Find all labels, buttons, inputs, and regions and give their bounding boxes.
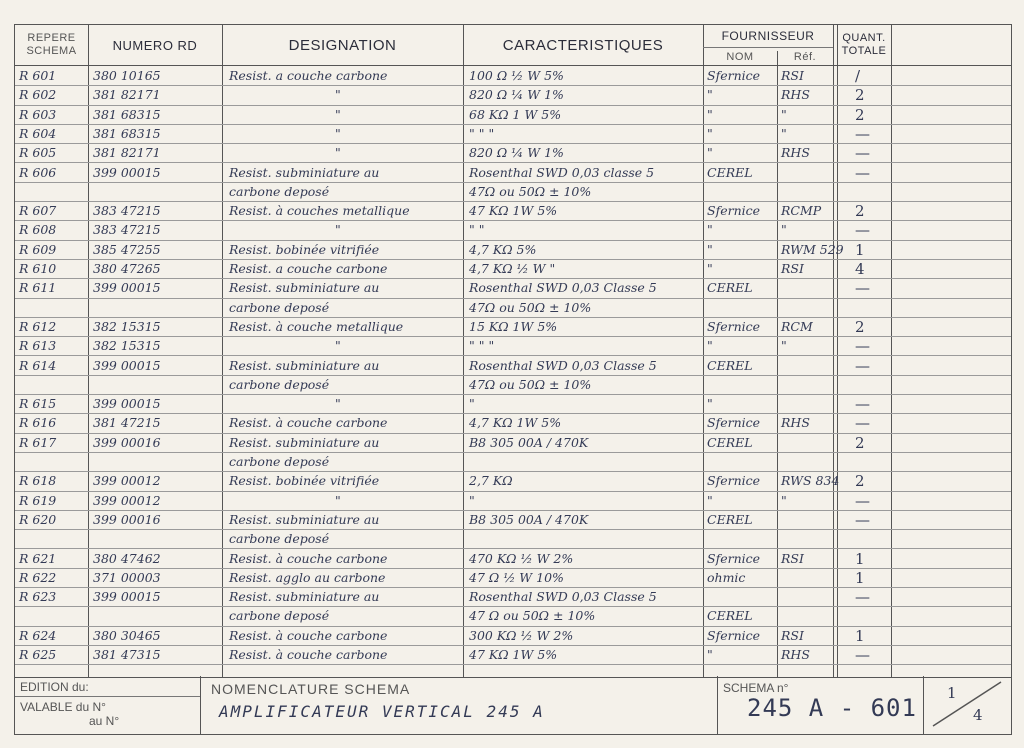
repere-cell: R 609 — [19, 241, 57, 257]
table-row — [15, 375, 1011, 395]
caracteristiques-cell: 820 Ω ¼ W 1% — [469, 87, 564, 103]
schema-number-label: SCHEMA n° — [723, 681, 789, 695]
fournisseur-ref-cell: " — [781, 492, 787, 508]
designation-cell: Resist. agglo au carbone — [229, 569, 386, 585]
caracteristiques-cell: B8 305 00A / 470K — [469, 434, 589, 450]
caracteristiques-cell: Rosenthal SWD 0,03 Classe 5 — [469, 280, 657, 296]
numero-cell: 383 47215 — [93, 222, 161, 238]
table-row — [15, 163, 1011, 183]
designation-cell: Resist. à couche carbone — [229, 627, 388, 643]
table-row — [15, 336, 1011, 356]
caracteristiques-cell: 300 KΩ ½ W 2% — [469, 627, 574, 643]
table-row — [15, 66, 1011, 86]
designation-cell: Resist. à couches metallique — [229, 203, 410, 219]
caracteristiques-cell: B8 305 00A / 470K — [469, 511, 589, 527]
fournisseur-ref-cell: RSI — [781, 261, 804, 276]
quantity-cell: 1 — [855, 240, 865, 259]
repere-cell: R 614 — [19, 357, 57, 373]
designation-cell: " — [335, 492, 341, 508]
fournisseur-nom-cell: " — [707, 241, 713, 257]
fournisseur-nom-cell: " — [707, 222, 713, 238]
fournisseur-nom-cell: Sfernice — [707, 550, 761, 566]
designation-cell: carbone deposé — [229, 376, 330, 392]
caracteristiques-cell: 47Ω ou 50Ω ± 10% — [469, 376, 592, 392]
designation-cell: Resist. subminiature au — [229, 511, 380, 527]
au-label: au N° — [89, 714, 120, 728]
designation-cell: " — [335, 106, 341, 122]
numero-cell: 385 47255 — [93, 241, 161, 257]
caracteristiques-cell: 100 Ω ½ W 5% — [469, 68, 564, 83]
repere-cell: R 621 — [19, 550, 57, 566]
table-row — [15, 413, 1011, 433]
caracteristiques-cell: 47 Ω ½ W 10% — [469, 569, 564, 585]
header-caracteristiques: CARACTERISTIQUES — [502, 36, 664, 54]
fournisseur-ref-cell: RCM — [781, 318, 813, 334]
designation-cell: carbone deposé — [229, 183, 330, 199]
numero-cell: 381 68315 — [93, 125, 161, 141]
caracteristiques-cell: " " — [469, 222, 485, 238]
caracteristiques-cell: 47 Ω ou 50Ω ± 10% — [469, 608, 596, 624]
designation-cell: Resist. bobinée vitrifiée — [229, 241, 380, 257]
repere-cell: R 607 — [19, 203, 57, 219]
numero-cell: 380 10165 — [93, 68, 161, 83]
designation-cell: Resist. à couche carbone — [229, 415, 388, 431]
table-row — [15, 201, 1011, 221]
designation-cell: Resist. à couche metallique — [229, 318, 404, 334]
fournisseur-ref-cell: " — [781, 106, 787, 122]
repere-cell: R 625 — [19, 647, 57, 662]
quantity-cell: — — [855, 144, 870, 163]
fournisseur-nom-cell: CEREL — [707, 164, 753, 180]
page-divider-slash — [929, 678, 1005, 730]
designation-cell: Resist. à couche carbone — [229, 550, 388, 566]
repere-cell: R 604 — [19, 125, 57, 141]
fournisseur-nom-cell: " — [707, 396, 713, 412]
fournisseur-nom-cell: CEREL — [707, 280, 753, 296]
table-row — [15, 452, 1011, 472]
fournisseur-nom-cell: " — [707, 492, 713, 508]
quantity-cell: — — [855, 491, 870, 510]
fournisseur-nom-cell: Sfernice — [707, 68, 761, 83]
repere-cell: R 624 — [19, 627, 57, 643]
header-repere: REPERE SCHEMA — [26, 32, 77, 57]
repere-cell: R 620 — [19, 511, 57, 527]
quantity-cell: 2 — [855, 202, 865, 221]
quantity-cell: — — [855, 414, 870, 433]
fournisseur-nom-cell: Sfernice — [707, 203, 761, 219]
fournisseur-ref-cell: RHS — [781, 647, 810, 662]
designation-cell: Resist. subminiature au — [229, 434, 380, 450]
designation-cell: Resist. subminiature au — [229, 280, 380, 296]
table-row — [15, 317, 1011, 337]
numero-cell: 399 00015 — [93, 396, 161, 412]
table-row — [15, 105, 1011, 125]
fournisseur-nom-cell: CEREL — [707, 357, 753, 373]
repere-cell: R 615 — [19, 396, 57, 412]
fournisseur-ref-cell: " — [781, 125, 787, 141]
fournisseur-ref-cell: RSI — [781, 68, 804, 83]
designation-cell: " — [335, 396, 341, 412]
quantity-cell: 1 — [855, 549, 865, 568]
fournisseur-nom-cell: " — [707, 106, 713, 122]
repere-cell: R 601 — [19, 68, 57, 83]
table-header — [15, 25, 1011, 66]
quantity-cell: — — [855, 356, 870, 375]
fournisseur-nom-cell: Sfernice — [707, 627, 761, 643]
repere-cell: R 606 — [19, 164, 57, 180]
quantity-cell: — — [855, 646, 870, 664]
quantity-cell: 2 — [855, 105, 865, 124]
quantity-cell: 2 — [855, 433, 865, 452]
table-row — [15, 278, 1011, 298]
quantity-cell: — — [855, 279, 870, 298]
nomenclature-label: NOMENCLATURE SCHEMA — [211, 681, 411, 697]
caracteristiques-cell: Rosenthal SWD 0,03 Classe 5 — [469, 589, 657, 605]
designation-cell: carbone deposé — [229, 531, 330, 547]
table-row — [15, 626, 1011, 646]
page-number: 1 — [947, 684, 957, 702]
table-row — [15, 182, 1011, 202]
table-row — [15, 645, 1011, 665]
repere-cell: R 622 — [19, 569, 57, 585]
quantity-cell: — — [855, 510, 870, 529]
fournisseur-ref-cell: RWM 529 — [781, 241, 844, 257]
fournisseur-ref-cell: " — [781, 222, 787, 238]
fournisseur-nom-cell: " — [707, 125, 713, 141]
valable-label: VALABLE du N° — [20, 700, 106, 714]
quantity-cell: — — [855, 124, 870, 143]
numero-cell: 399 00016 — [93, 511, 161, 527]
fournisseur-ref-cell: RWS 834 — [781, 473, 840, 489]
fournisseur-ref-cell: RSI — [781, 627, 804, 643]
header-ref: Réf. — [793, 50, 817, 63]
footer-divider — [717, 676, 718, 734]
table-row — [15, 143, 1011, 163]
table-row — [15, 85, 1011, 105]
numero-cell: 399 00015 — [93, 589, 161, 605]
designation-cell: Resist. a couche carbone — [229, 68, 388, 83]
fournisseur-nom-cell: " — [707, 87, 713, 103]
header-numero: NUMERO RD — [112, 37, 198, 53]
caracteristiques-cell: " — [469, 396, 475, 412]
table-row — [15, 549, 1011, 569]
numero-cell: 371 00003 — [93, 569, 161, 585]
numero-cell: 382 15315 — [93, 338, 161, 354]
table-row — [15, 356, 1011, 376]
numero-cell: 399 00015 — [93, 164, 161, 180]
designation-cell: carbone deposé — [229, 299, 330, 315]
caracteristiques-cell: 820 Ω ¼ W 1% — [469, 145, 564, 161]
header-designation: DESIGNATION — [288, 36, 397, 54]
numero-cell: 383 47215 — [93, 203, 161, 219]
caracteristiques-cell: 4,7 KΩ 1W 5% — [469, 415, 562, 431]
table-row — [15, 298, 1011, 318]
caracteristiques-cell: 4,7 KΩ ½ W " — [469, 261, 556, 276]
fournisseur-ref-cell: RHS — [781, 415, 810, 431]
table-row — [15, 568, 1011, 588]
caracteristiques-cell: 2,7 KΩ — [469, 473, 513, 489]
header-quant: QUANT. TOTALE — [841, 32, 887, 57]
caracteristiques-cell: 470 KΩ ½ W 2% — [469, 550, 574, 566]
caracteristiques-cell: " — [469, 492, 475, 508]
quantity-cell: — — [855, 337, 870, 356]
quantity-cell: 1 — [855, 568, 865, 587]
quantity-cell: — — [855, 163, 870, 182]
table-row — [15, 240, 1011, 260]
table-row — [15, 510, 1011, 530]
schema-title: AMPLIFICATEUR VERTICAL 245 A — [219, 702, 545, 721]
numero-cell: 399 00012 — [93, 492, 161, 508]
caracteristiques-cell: 15 KΩ 1W 5% — [469, 318, 558, 334]
designation-cell: " — [335, 338, 341, 354]
repere-cell: R 619 — [19, 492, 57, 508]
caracteristiques-cell: Rosenthal SWD 0,03 Classe 5 — [469, 357, 657, 373]
quantity-cell: 1 — [855, 626, 865, 645]
numero-cell: 380 47265 — [93, 261, 161, 276]
fournisseur-ref-cell: RHS — [781, 87, 810, 103]
caracteristiques-cell: 47 KΩ 1W 5% — [469, 647, 558, 662]
title-block — [14, 676, 1012, 735]
table-row — [15, 491, 1011, 511]
table-row — [15, 220, 1011, 240]
quantity-cell: — — [855, 588, 870, 607]
repere-cell: R 603 — [19, 106, 57, 122]
numero-cell: 380 30465 — [93, 627, 161, 643]
fournisseur-ref-cell: RSI — [781, 550, 804, 566]
fournisseur-nom-cell: ohmic — [707, 569, 746, 585]
quantity-cell: 2 — [855, 317, 865, 336]
table-row — [15, 587, 1011, 607]
designation-cell: carbone deposé — [229, 454, 330, 469]
fournisseur-nom-cell: CEREL — [707, 434, 753, 450]
quantity-cell: 2 — [855, 86, 865, 105]
schema-number: 245 A - 601 — [747, 694, 917, 722]
quantity-cell: — — [855, 395, 870, 414]
fournisseur-nom-cell: " — [707, 338, 713, 354]
designation-cell: Resist. subminiature au — [229, 357, 380, 373]
table-row — [15, 529, 1011, 549]
designation-cell: carbone deposé — [229, 608, 330, 624]
numero-cell: 381 47315 — [93, 647, 161, 662]
fournisseur-nom-cell: " — [707, 261, 713, 276]
caracteristiques-cell: 68 KΩ 1 W 5% — [469, 106, 562, 122]
repere-cell: R 611 — [19, 280, 57, 296]
numero-cell: 399 00015 — [93, 357, 161, 373]
designation-cell: Resist. bobinée vitrifiée — [229, 473, 380, 489]
caracteristiques-cell: 47 KΩ 1W 5% — [469, 203, 558, 219]
repere-cell: R 616 — [19, 415, 57, 431]
numero-cell: 381 82171 — [93, 87, 161, 103]
caracteristiques-cell: 47Ω ou 50Ω ± 10% — [469, 183, 592, 199]
footer-divider — [200, 676, 201, 734]
repere-cell: R 618 — [19, 473, 57, 489]
repere-cell: R 617 — [19, 434, 57, 450]
fournisseur-nom-cell: " — [707, 145, 713, 161]
table-row — [15, 394, 1011, 414]
repere-cell: R 613 — [19, 338, 57, 354]
designation-cell: Resist. subminiature au — [229, 164, 380, 180]
parts-list-table — [14, 24, 1012, 678]
designation-cell: Resist. à couche carbone — [229, 647, 388, 662]
designation-cell: Resist. subminiature au — [229, 589, 380, 605]
caracteristiques-cell: 4,7 KΩ 5% — [469, 241, 537, 257]
quantity-cell: / — [855, 67, 861, 85]
header-fournisseur: FOURNISSEUR — [703, 25, 833, 48]
fournisseur-ref-cell: RHS — [781, 145, 810, 161]
quantity-cell: — — [855, 221, 870, 240]
caracteristiques-cell: " " " — [469, 125, 495, 141]
numero-cell: 381 47215 — [93, 415, 161, 431]
designation-cell: " — [335, 222, 341, 238]
table-row — [15, 433, 1011, 453]
designation-cell: " — [335, 145, 341, 161]
repere-cell: R 610 — [19, 261, 57, 276]
numero-cell: 399 00012 — [93, 473, 161, 489]
table-row — [15, 259, 1011, 279]
fournisseur-nom-cell: Sfernice — [707, 318, 761, 334]
numero-cell: 381 82171 — [93, 145, 161, 161]
numero-cell: 399 00016 — [93, 434, 161, 450]
header-nom: NOM — [726, 50, 754, 63]
repere-cell: R 623 — [19, 589, 57, 605]
numero-cell: 399 00015 — [93, 280, 161, 296]
page-total: 4 — [973, 706, 983, 724]
fournisseur-ref-cell: RCMP — [781, 203, 822, 219]
caracteristiques-cell: Rosenthal SWD 0,03 classe 5 — [469, 164, 655, 180]
fournisseur-nom-cell: Sfernice — [707, 415, 761, 431]
repere-cell: R 602 — [19, 87, 57, 103]
quantity-cell: 2 — [855, 472, 865, 491]
table-row — [15, 124, 1011, 144]
numero-cell: 381 68315 — [93, 106, 161, 122]
footer-divider — [923, 676, 924, 734]
numero-cell: 380 47462 — [93, 550, 161, 566]
table-row — [15, 606, 1011, 626]
numero-cell: 382 15315 — [93, 318, 161, 334]
edition-label: EDITION du: — [20, 680, 89, 694]
quantity-cell: 4 — [855, 260, 865, 278]
caracteristiques-cell: " " " — [469, 338, 495, 354]
caracteristiques-cell: 47Ω ou 50Ω ± 10% — [469, 299, 592, 315]
fournisseur-nom-cell: CEREL — [707, 608, 753, 624]
fournisseur-nom-cell: CEREL — [707, 511, 753, 527]
table-row — [15, 471, 1011, 491]
repere-cell: R 612 — [19, 318, 57, 334]
designation-cell: Resist. a couche carbone — [229, 261, 388, 276]
repere-cell: R 605 — [19, 145, 57, 161]
repere-cell: R 608 — [19, 222, 57, 238]
designation-cell: " — [335, 87, 341, 103]
fournisseur-ref-cell: " — [781, 338, 787, 354]
fournisseur-nom-cell: Sfernice — [707, 473, 761, 489]
designation-cell: " — [335, 125, 341, 141]
fournisseur-nom-cell: " — [707, 647, 713, 662]
